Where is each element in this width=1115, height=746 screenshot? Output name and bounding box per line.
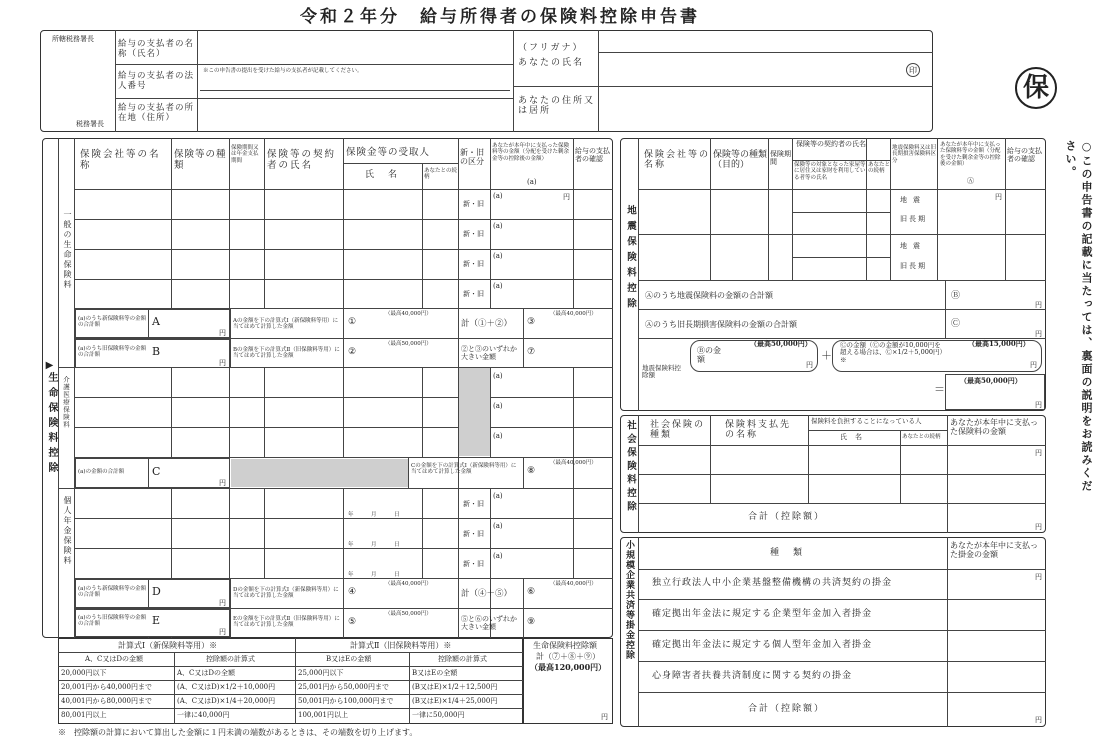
life-col-recipient: 保険金等の受取人 [346,147,431,158]
tax-office-suffix: 税務署長 [76,120,104,128]
newold-p2: 新・旧 [463,530,484,538]
quake-c-total: Ⓐのうち旧長期損害保険料の金額の合計額 [645,320,797,329]
life-sub-general: 一般の生命保険料 [63,210,72,290]
life-col-amount-a: (a) [527,178,537,186]
a-label-r3: (a) [493,252,503,260]
quake-col-payer: 給与の支払者の確認 [1007,147,1042,164]
life-col-name: 氏名 [365,170,412,180]
quake-col-relation: あなたとの続柄 [868,162,891,175]
e-old-total-label: (a)のうち旧保険料等の金額の合計額 [78,615,147,628]
social-section-title: 社会保険料控除 [625,420,636,515]
life-col-contractor: 保険等の契約者の氏名 [267,149,337,171]
f1-r1-b: A、C又はDの全額 [177,669,236,677]
social-bearer: 保険料を負担することになっている人 [811,417,922,425]
yen-E: 円 [219,628,226,636]
yen-s-total: 円 [1035,523,1042,531]
circle-1: ① [348,317,357,327]
f1-h-calc: 控除額の計算式 [206,655,255,663]
quake-eq: ＝ [934,383,945,396]
calc2-text: Bの金額を下の計算式Ⅱ（旧保険料等用）に当てはめて計算した金額 [233,347,340,360]
yen-life-total: 円 [601,713,608,721]
quake-b-max: （最高50,000円） [750,339,812,348]
f1-r2-a: 20,001円から40,000円まで [61,683,152,691]
f2-h-amount: B又はEの金額 [326,655,372,663]
newold-row4: 新・旧 [463,290,484,298]
circle-7: ⑦ [527,347,536,357]
c-total-label: (a)の金額の合計額 [78,469,125,475]
small-total: 合計（控除額） [748,704,826,714]
f1-h-amount: A、C又はDの金額 [85,655,144,663]
small-item-4: 心身障害者扶養共済制度に関する契約の掛金 [652,671,853,681]
payer-name-label: 給与の支払者の名称（氏名） [118,39,195,59]
life-col-relation: あなたとの続柄 [424,168,458,181]
small-kind: 種類 [770,548,817,558]
newold-row1: 新・旧 [463,200,484,208]
small-item-2: 確定拠出年金法に規定する企業型年金加入者掛金 [652,609,873,619]
formula-footnote: ※ 控除額の計算において算出した金額に１円未満の端数があるときは、その端数を切り上げます。 [58,728,418,737]
life-total-formula: 計（⑦＋⑧＋⑨） [536,652,600,661]
a-label-p3: (a) [493,552,503,560]
quake-label-C: Ⓒ [951,319,961,329]
yen-r1: 円 [563,193,570,201]
circle-6: ⑥ [527,587,536,597]
yen-B: 円 [219,359,226,367]
a-label-r4: (a) [493,282,503,290]
yen-qbx: 円 [806,361,813,369]
life-total-box [523,638,613,724]
sum45: 計（④＋⑤） [461,589,513,599]
quake-kind-r2b: 旧長期 [900,262,927,270]
life-col-payer: 給与の支払者の確認 [575,147,610,164]
max40k-3: （最高40,000円） [550,311,597,317]
social-name: 氏名 [840,433,870,441]
a-label-c3: (a) [493,432,503,440]
life-total-label: 生命保険料控除額 [533,641,597,650]
a-label-c2: (a) [493,402,503,410]
f2-r2-b: (B又はE)×1/2＋12,500円 [412,683,498,691]
social-relation: あなたとの続柄 [902,434,941,440]
your-name-label: あなたの氏名 [518,58,585,68]
a-new-total-label: (a)のうち新保険料等の金額の合計額 [78,316,147,329]
quake-c-calc: Ⓒの金額（Ⓒの金額が10,000円を超える場合は、Ⓒ×1/2＋5,000円）※ [840,341,943,364]
furigana-label: （フリガナ） [518,43,584,53]
sum12: 計（①＋②） [461,319,513,329]
max40k-8: （最高40,000円） [550,460,597,466]
quake-deduct-label: 地震保険料控除額 [642,364,681,380]
yen-sm-total: 円 [1035,716,1042,724]
life-sub-care: 介護医療保険料 [62,376,70,429]
quake-col-company: 保険会社等の名称 [644,150,711,171]
your-address-label: あなたの住所又は居所 [518,96,596,117]
life-insurance-section [42,138,613,638]
seal-mark: 印 [906,63,920,77]
quake-kind-r1a: 地震 [900,196,926,204]
quake-col-insured: 保険等の対象となった家屋等に居住又は家財を利用している者等の氏名 [794,162,866,181]
yen-s1: 円 [1035,449,1042,457]
social-amount: あなたが本年中に支払った保険料の金額 [950,418,1038,437]
quake-col-type: 保険等の種類（目的） [713,150,768,171]
f1-r3-a: 40,001円から80,000円まで [61,697,152,705]
yen-D: 円 [219,599,226,607]
f2-r2-a: 25,001円から50,000円まで [298,683,389,691]
f1-r2-b: (A、C又はD)×1/2＋10,000円 [177,683,276,691]
life-col-period: 保険期間又は年金支払期間 [231,145,259,164]
social-kind: 社会保険の種類 [650,420,706,441]
yen-qb: 円 [1035,301,1042,309]
f1-title: 計算式Ⅰ（新保険料等用）※ [118,641,218,650]
newold-row3: 新・旧 [463,260,484,268]
d-new-total-label: (a)のうち新保険料等の金額の合計額 [78,586,147,599]
label-A: A [152,315,160,328]
quake-section-title: 地震保険料控除 [625,205,636,314]
payer-address-label: 給与の支払者の所在地（住所） [118,103,195,123]
yen-q1: 円 [995,193,1002,201]
circle-4: ④ [348,587,357,597]
a-old-total-label: (a)のうち旧保険料等の金額の合計額 [78,346,147,359]
max40k-1: （最高40,000円） [385,311,432,317]
a-label-p1: (a) [493,492,503,500]
quake-b-total: Ⓐのうち地震保険料の金額の合計額 [645,291,773,300]
quake-b-amount: Ⓑの金額 [697,346,721,365]
greater56: ⑤と⑥のいずれか大きい金額 [461,615,517,632]
life-total-max: （最高120,000円） [530,662,607,672]
calc5-text: Eの金額を下の計算式Ⅱ（旧保険料等用）に当てはめて計算した金額 [233,616,340,629]
circle-2: ② [348,347,357,357]
f2-r3-a: 50,001円から100,000円まで [298,697,394,705]
f2-r1-a: 25,000円以下 [298,669,344,677]
date-mark-2: 年 月 日 [348,542,406,548]
circle-3: ③ [527,317,536,327]
label-E: E [152,614,161,627]
small-item-1: 独立行政法人中小企業基盤整備機構の共済契約の掛金 [652,578,893,588]
f2-r4-a: 100,001円以上 [298,711,348,719]
calc4-text: Dの金額を下の計算式Ⅰ（新保険料等用）に当てはめて計算した金額 [233,587,339,600]
circle-5: ⑤ [348,617,357,627]
small-item-3: 確定拠出年金法に規定する個人型年金加入者掛金 [652,640,873,650]
f1-r4-a: 80,001円以上 [61,711,107,719]
life-col-amount: あなたが本年中に支払った保険料等の金額（分配を受けた剰余金等の控除後の金額） [492,143,570,162]
yen-qc: 円 [1035,330,1042,338]
form-badge: 保 [1015,67,1057,109]
f2-r4-b: 一律に50,000円 [412,711,465,719]
max40k-6: （最高40,000円） [550,581,597,587]
greater23: ②と③のいずれか大きい金額 [461,345,517,362]
yen-A: 円 [219,329,226,337]
quake-label-B: Ⓑ [951,291,961,301]
calc1-text: Aの金額を下の計算式Ⅰ（新保険料等用）に当てはめて計算した金額 [233,318,339,331]
yen-C: 円 [219,479,226,487]
f2-title: 計算式Ⅱ（旧保険料等用）※ [350,641,452,650]
small-section-title: 小規模企業共済等掛金控除 [624,540,634,660]
small-enterprise-section [620,537,1046,727]
quake-total-max: （最高50,000円） [960,376,1022,385]
quake-plus: ＋ [821,349,832,362]
f2-r3-b: (B又はE)×1/4＋25,000円 [412,697,498,705]
f2-h-calc: 控除額の計算式 [438,655,487,663]
max50k-1: （最高50,000円） [385,341,432,347]
quake-col-kind: 地震保険料又は旧長期損害保険料区分 [892,145,937,164]
max50k-5: （最高50,000円） [385,611,432,617]
quake-kind-r2a: 地震 [900,242,926,250]
circle-8: ⑧ [527,466,536,476]
a-label-p2: (a) [493,522,503,530]
circle-9: ⑨ [527,617,536,627]
a-label-r2: (a) [493,222,503,230]
social-total: 合計（控除額） [748,512,826,522]
payer-corp-no-label: 給与の支払者の法人番号 [118,71,195,91]
f1-r4-b: 一律に40,000円 [177,711,230,719]
f2-r1-b: B又はEの全額 [412,669,458,677]
f1-r1-a: 20,000円以下 [61,669,107,677]
a-label-r1: (a) [493,192,503,200]
f1-r3-b: (A、C又はD)×1/4＋20,000円 [177,697,276,705]
newold-row2: 新・旧 [463,230,484,238]
life-col-company: 保険会社等の名称 [80,149,161,171]
side-note: ○この申告書の記載に当たっては、裏面の説明をお読みください。 [1064,140,1093,493]
social-dest: 保険料支払先の名称 [725,420,792,441]
label-D: D [152,585,161,598]
a-label-c1: (a) [493,372,503,380]
life-col-newold: 新・旧の区分 [460,148,484,167]
quake-col-amount: あなたが本年中に支払った保険料等の金額（分配を受けた剰余金等の控除後の金額） [940,142,1001,167]
label-C: C [152,465,161,478]
yen-sm1: 円 [1035,573,1042,581]
quake-col-period: 保険期間 [770,150,791,167]
life-section-label: 生命保険料控除 [46,372,57,477]
date-mark-1: 年 月 日 [348,512,406,518]
newold-p1: 新・旧 [463,500,484,508]
yen-q-total: 円 [1035,401,1042,409]
life-sub-pension: 個人年金保険料 [63,496,72,566]
tax-office-label: 所轄税務署長 [52,35,94,43]
newold-p3: 新・旧 [463,560,484,568]
form-title: 令和２年分 給与所得者の保険料控除申告書 [300,7,700,27]
life-col-type: 保険等の種類 [174,149,227,171]
yen-qcx: 円 [1030,361,1037,369]
small-amount: あなたが本年中に支払った掛金の金額 [950,541,1038,560]
max40k-4: （最高40,000円） [385,581,432,587]
corp-no-note: ※この申告書の提出を受けた給与の支払者が記載してください。 [203,68,363,74]
calc3-text: Cの金額を下の計算式Ⅰ（新保険料等用）に当てはめて計算した金額 [411,463,517,476]
quake-kind-r1b: 旧長期 [900,215,927,223]
quake-c-max: （最高15,000円） [968,339,1030,348]
label-B: B [152,345,161,358]
date-mark-3: 年 月 日 [348,572,406,578]
quake-col-amount-a: Ⓐ [967,177,974,185]
quake-col-contractor: 保険等の契約者の氏名 [796,140,866,148]
life-section-title: ▶ [44,360,55,376]
